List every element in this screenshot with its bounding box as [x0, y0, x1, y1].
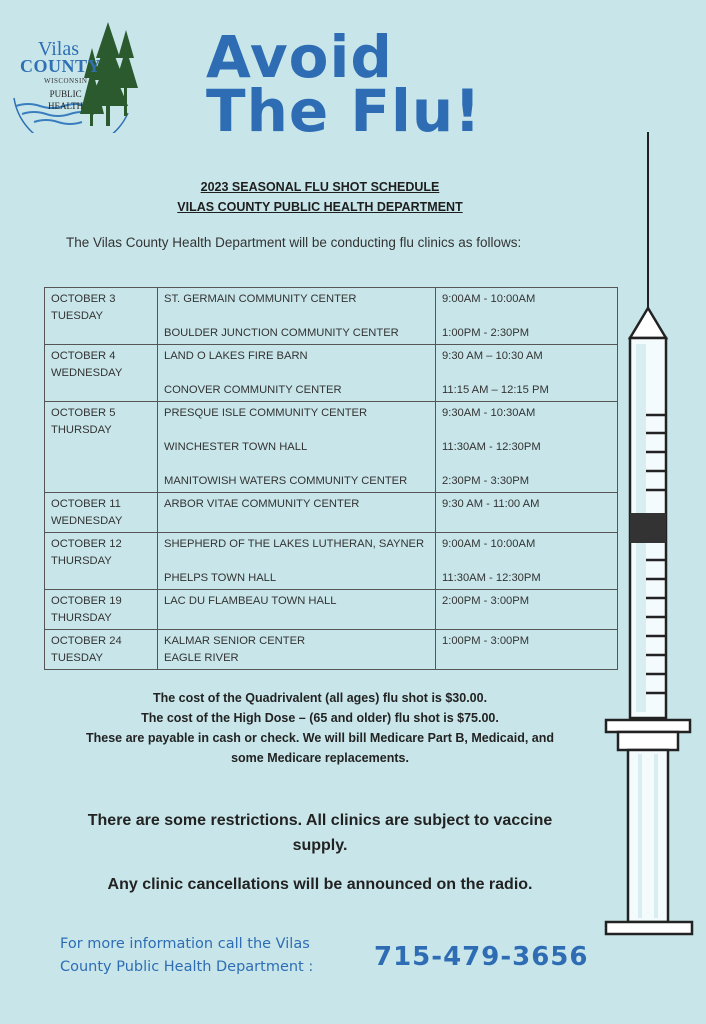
syringe-illustration — [600, 130, 700, 940]
clinic-time: 9:00AM - 10:00AM — [442, 293, 536, 305]
clinic-time: 2:30PM - 3:30PM — [442, 475, 530, 487]
clinic-location: ST. GERMAIN COMMUNITY CENTER — [164, 293, 357, 305]
clinic-time: 11:30AM - 12:30PM — [442, 572, 541, 584]
syringe-icon — [600, 130, 700, 940]
cost-line-medicare: some Medicare replacements. — [231, 751, 409, 765]
date-cell — [45, 533, 158, 590]
table-row — [45, 345, 618, 402]
location-cell — [158, 288, 436, 345]
clinic-time: 1:00PM - 3:00PM — [442, 635, 530, 647]
time-cell — [436, 493, 618, 533]
location-cell — [158, 590, 436, 630]
date-cell — [45, 402, 158, 493]
cancellation-text: Any clinic cancellations will be announced on the radio. — [107, 876, 533, 893]
clinic-time: 11:30AM - 12:30PM — [442, 441, 541, 453]
clinic-date: OCTOBER 12 — [51, 538, 122, 550]
clinic-day: WEDNESDAY — [51, 367, 123, 379]
contact-line1: For more information call the Vilas — [60, 936, 310, 952]
date-cell — [45, 630, 158, 670]
clinic-schedule-table — [44, 287, 618, 670]
clinic-location: WINCHESTER TOWN HALL — [164, 441, 308, 453]
headline — [206, 23, 482, 145]
time-cell — [436, 630, 618, 670]
clinic-location: MANITOWISH WATERS COMMUNITY CENTER — [164, 475, 408, 487]
time-cell — [436, 402, 618, 493]
date-cell — [45, 345, 158, 402]
logo-wisconsin: WISCONSIN — [44, 77, 88, 85]
logo-public: PUBLIC — [49, 89, 82, 99]
schedule-title: 2023 SEASONAL FLU SHOT SCHEDULE — [200, 180, 440, 194]
county-logo — [8, 18, 138, 133]
cost-info — [0, 688, 640, 768]
clinic-location: ARBOR VITAE COMMUNITY CENTER — [164, 498, 360, 510]
clinic-location: PHELPS TOWN HALL — [164, 572, 277, 584]
phone-number: 715-479-3656 — [374, 942, 589, 972]
table-row — [45, 533, 618, 590]
location-cell — [158, 533, 436, 590]
contact-line2: County Public Health Department : — [60, 959, 314, 975]
table-row — [45, 630, 618, 670]
logo-health: HEALTH — [48, 101, 84, 111]
clinic-location: BOULDER JUNCTION COMMUNITY CENTER — [164, 327, 399, 339]
clinic-date: OCTOBER 3 — [51, 293, 116, 305]
clinic-location: KALMAR SENIOR CENTER — [164, 635, 306, 647]
clinic-location: CONOVER COMMUNITY CENTER — [164, 384, 342, 396]
clinic-day: WEDNESDAY — [51, 515, 123, 527]
restrictions-line1: There are some restrictions. All clinics are subject to vaccine — [87, 812, 553, 829]
clinic-day: TUESDAY — [51, 310, 104, 322]
table-row — [45, 402, 618, 493]
logo-vilas: Vilas — [38, 38, 80, 60]
clinic-location-line2: EAGLE RIVER — [164, 652, 239, 664]
location-cell — [158, 345, 436, 402]
contact-info — [60, 933, 313, 979]
date-cell — [45, 493, 158, 533]
location-cell — [158, 493, 436, 533]
clinic-time: 1:00PM - 2:30PM — [442, 327, 530, 339]
table-row — [45, 288, 618, 345]
clinic-location: PRESQUE ISLE COMMUNITY CENTER — [164, 407, 368, 419]
time-cell — [436, 533, 618, 590]
clinic-time: 11:15 AM – 12:15 PM — [442, 384, 549, 396]
table-row — [45, 493, 618, 533]
location-cell — [158, 630, 436, 670]
date-cell — [45, 288, 158, 345]
clinic-location: SHEPHERD OF THE LAKES LUTHERAN, SAYNER — [164, 538, 425, 550]
time-cell — [436, 590, 618, 630]
headline-line1: Avoid — [206, 23, 393, 91]
clinic-time: 2:00PM - 3:00PM — [442, 595, 530, 607]
clinic-date: OCTOBER 5 — [51, 407, 116, 419]
table-row — [45, 590, 618, 630]
clinic-day: THURSDAY — [51, 555, 112, 567]
cost-line-high-dose: The cost of the High Dose – (65 and older) flu shot is $75.00. — [141, 711, 499, 725]
headline-line2: The Flu! — [206, 77, 482, 145]
clinic-time: 9:30 AM – 10:30 AM — [442, 350, 543, 362]
logo-county: COUNTY — [20, 56, 102, 76]
clinic-time: 9:30AM - 10:30AM — [442, 407, 536, 419]
department-title: VILAS COUNTY PUBLIC HEALTH DEPARTMENT — [177, 200, 463, 214]
time-cell — [436, 345, 618, 402]
restrictions-line2: supply. — [292, 837, 348, 854]
intro-text: The Vilas County Health Department will be conducting flu clinics as follows: — [66, 235, 522, 250]
clinic-location: LAC DU FLAMBEAU TOWN HALL — [164, 595, 337, 607]
clinic-day: THURSDAY — [51, 424, 112, 436]
time-cell — [436, 288, 618, 345]
clinic-date: OCTOBER 4 — [51, 350, 116, 362]
clinic-date: OCTOBER 11 — [51, 498, 121, 510]
clinic-time: 9:30 AM - 11:00 AM — [442, 498, 540, 510]
restrictions-text — [0, 808, 640, 858]
clinic-date: OCTOBER 19 — [51, 595, 122, 607]
cost-line-quadrivalent: The cost of the Quadrivalent (all ages) flu shot is $30.00. — [152, 691, 488, 705]
cost-line-payment: These are payable in cash or check. We will bill Medicare Part B, Medicaid, and — [86, 731, 554, 745]
clinic-day: THURSDAY — [51, 612, 112, 624]
clinic-location: LAND O LAKES FIRE BARN — [164, 350, 308, 362]
clinic-day: TUESDAY — [51, 652, 104, 664]
logo-public-health — [48, 88, 83, 112]
clinic-time: 9:00AM - 10:00AM — [442, 538, 536, 550]
clinic-date: OCTOBER 24 — [51, 635, 122, 647]
location-cell — [158, 402, 436, 493]
date-cell — [45, 590, 158, 630]
